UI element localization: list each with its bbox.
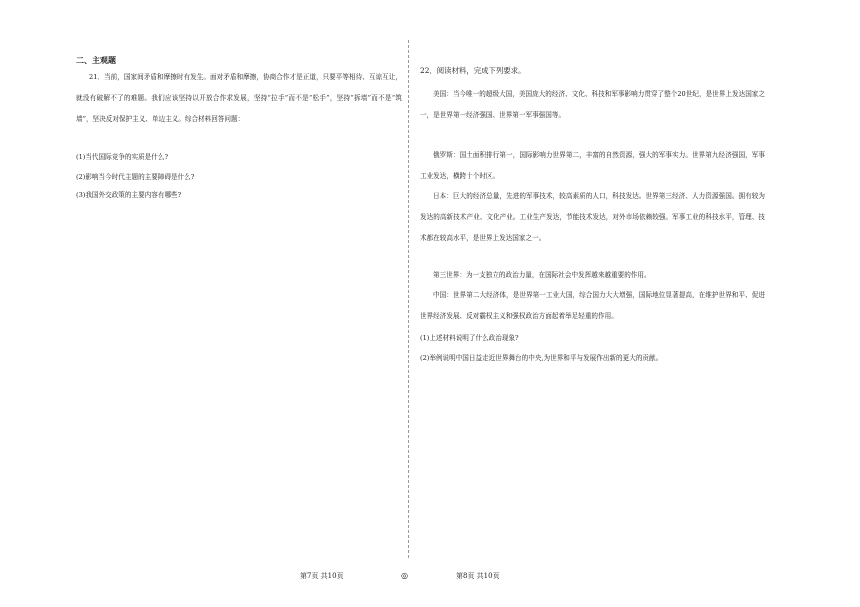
material-usa: 美国：当今唯一的超级大国，美国庞大的经济、文化、科技和军事影响力贯穿了整个20世纪，是世界上发达国家之一，是世界第一经济强国、世界第一军事强国等。: [420, 90, 765, 119]
material-russia: 俄罗斯：国土面积排行第一，国际影响力世界第二，丰富的自然资源，强大的军事实力。世界第九经济强国，军事工业发达，横跨十个时区。: [420, 151, 765, 180]
question-22-part-1: (1)上述材料说明了什么政治现象?: [420, 334, 519, 342]
left-page-number: 第7页 共10页: [300, 572, 344, 580]
page-divider: [408, 40, 409, 558]
right-page-number: 第8页 共10页: [456, 572, 500, 580]
question-21-part-1: (1)当代国际竞争的实质是什么?: [76, 153, 168, 161]
binding-mark-icon: ◎: [401, 571, 408, 580]
material-third-world: 第三世界：为一支独立的政治力量，在国际社会中发挥越来越重要的作用。: [433, 271, 651, 279]
material-japan: 日本：巨大的经济总量，先进的军事技术，较高素质的人口，科技发达。世界第三经济、人力资源强国。拥有较为发达的高新技术产业、文化产业。工业生产发达，节能技术发达，对外市场依赖较强。军事工业的科技水平，管理、技术都在较高水平，是世界上发达国家之一。: [420, 192, 765, 242]
section-title: 二、主观题: [76, 56, 116, 65]
material-china: 中国：世界第二大经济体，是世界第一工业大国，综合国力大大增强，国际地位显著提高，在维护世界和平、促进世界经济发展、反对霸权主义和强权政治方面起着举足轻重的作用。: [420, 291, 765, 320]
question-22-heading: 22．阅读材料，完成下列要求。: [420, 66, 526, 75]
question-21-material: 21．当前，国家间矛盾和摩擦时有发生。面对矛盾和摩擦，协商合作才是正道，只要平等相待、互谅互让，就没有破解不了的难题。我们应该坚持以开放合作求发展，坚持“拉手”而不是“松手”，坚持“拆墙”而不是“筑墙”，坚决反对保护主义、单边主义。综合材料回答问题：: [76, 73, 402, 123]
question-21-part-2: (2)影响当今时代主题的主要障碍是什么?: [76, 173, 195, 181]
question-21-part-3: (3)我国外交政策的主要内容有哪些?: [76, 191, 182, 199]
question-22-part-2: (2)举例说明中国日益走近世界舞台的中央,为世界和平与发展作出新的更大的贡献。: [420, 354, 663, 362]
